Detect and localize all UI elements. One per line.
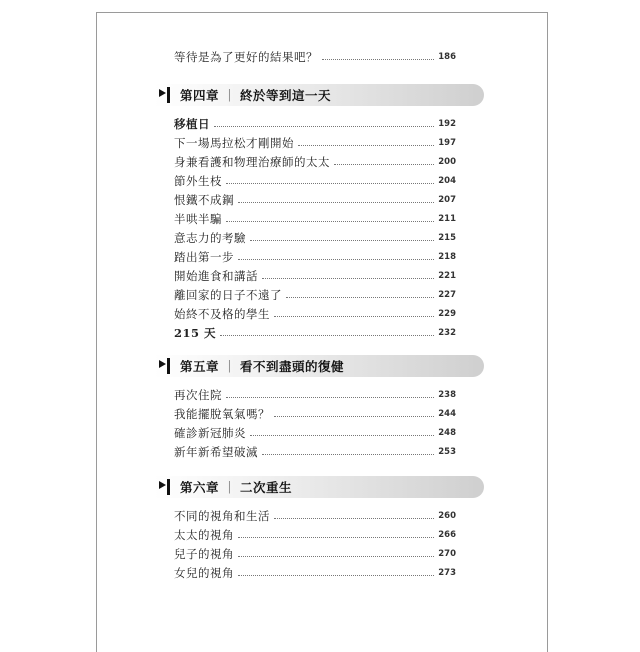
toc-entry-title: 移植日 <box>174 117 210 131</box>
dot-leader <box>262 453 434 455</box>
toc-entry[interactable] <box>174 210 456 228</box>
dot-leader <box>334 163 434 165</box>
dot-leader <box>214 125 434 127</box>
chapter-marker-icon <box>158 479 172 495</box>
dot-leader <box>298 144 434 146</box>
toc-entry-page: 204 <box>438 176 456 186</box>
dot-leader <box>238 574 434 576</box>
chapter-title: 第四章 ｜ 終於等到這一天 <box>180 88 332 103</box>
toc-entry-page: 248 <box>438 428 456 438</box>
toc-entry[interactable] <box>174 248 456 266</box>
toc-entry-page: 221 <box>438 271 456 281</box>
toc-entry-title: 身兼看護和物理治療師的太太 <box>174 155 330 169</box>
toc-entry-title: 215 天 <box>174 326 217 340</box>
chapter-heading <box>154 355 484 377</box>
toc-entry-page: 232 <box>438 328 456 338</box>
toc-entry-title: 確診新冠肺炎 <box>174 426 246 440</box>
chapter-marker-icon <box>158 87 172 103</box>
toc-entry[interactable] <box>174 564 456 582</box>
toc-entry-title: 離回家的日子不遠了 <box>174 288 282 302</box>
chapter-heading <box>154 476 484 498</box>
toc-entry-page: 200 <box>438 157 456 167</box>
dot-leader <box>322 58 434 60</box>
toc-entry[interactable] <box>174 443 456 461</box>
toc-entry-page: 260 <box>438 511 456 521</box>
toc-entry[interactable] <box>174 507 456 525</box>
toc-entry-title: 踏出第一步 <box>174 250 234 264</box>
dot-leader <box>286 296 434 298</box>
chapter-title: 第五章 ｜ 看不到盡頭的復健 <box>180 359 345 374</box>
dot-leader <box>274 517 434 519</box>
toc-entry-title: 恨鐵不成鋼 <box>174 193 234 207</box>
toc-entry-page: 227 <box>438 290 456 300</box>
dot-leader <box>250 239 434 241</box>
toc-entry-title: 女兒的視角 <box>174 566 234 580</box>
toc-entry-page: 215 <box>438 233 456 243</box>
toc-entry[interactable] <box>174 424 456 442</box>
dot-leader <box>262 277 434 279</box>
toc-entry-page: 192 <box>438 119 456 129</box>
toc-entry[interactable] <box>174 153 456 171</box>
toc-entry[interactable] <box>174 386 456 404</box>
toc-entry[interactable] <box>174 191 456 209</box>
toc-entry-title: 開始進食和講話 <box>174 269 258 283</box>
toc-entry-title: 太太的視角 <box>174 528 234 542</box>
toc-entry-page: 229 <box>438 309 456 319</box>
dot-leader <box>226 396 434 398</box>
dot-leader <box>238 258 434 260</box>
toc-entry-page: 273 <box>438 568 456 578</box>
dot-leader <box>238 201 434 203</box>
toc-entry-page: 253 <box>438 447 456 457</box>
toc-entry[interactable] <box>174 545 456 563</box>
toc-entry-title: 不同的視角和生活 <box>174 509 270 523</box>
dot-leader <box>220 334 434 336</box>
toc-entry[interactable] <box>174 134 456 152</box>
toc-entry-title: 半哄半騙 <box>174 212 222 226</box>
toc-entry-title: 下一場馬拉松才剛開始 <box>174 136 294 150</box>
toc-entry-page: 244 <box>438 409 456 419</box>
toc-entry-title: 等待是為了更好的結果吧？ <box>174 50 318 64</box>
toc-entry[interactable] <box>174 405 456 423</box>
toc-entry-page: 238 <box>438 390 456 400</box>
dot-leader <box>274 415 434 417</box>
toc-entry-page: 207 <box>438 195 456 205</box>
toc-entry-page: 211 <box>438 214 456 224</box>
dot-leader <box>250 434 434 436</box>
toc-entry[interactable] <box>174 172 456 190</box>
chapter-title: 第六章 ｜ 二次重生 <box>180 480 293 495</box>
toc-entry-page: 266 <box>438 530 456 540</box>
chapter-marker-icon <box>158 358 172 374</box>
dot-leader <box>238 536 434 538</box>
toc-entry-title: 新年新希望破滅 <box>174 445 258 459</box>
toc-entry[interactable] <box>174 229 456 247</box>
toc-entry-page: 186 <box>438 52 456 62</box>
toc-entry[interactable] <box>174 305 456 323</box>
toc-entry[interactable] <box>174 324 456 342</box>
toc-entry-title: 我能擺脫氧氣嗎？ <box>174 407 270 421</box>
toc-entry[interactable] <box>174 267 456 285</box>
dot-leader <box>274 315 434 317</box>
toc-entry-title: 意志力的考驗 <box>174 231 246 245</box>
dot-leader <box>226 182 434 184</box>
toc-entry-title: 兒子的視角 <box>174 547 234 561</box>
toc-entry[interactable] <box>174 48 456 66</box>
toc-entry-page: 197 <box>438 138 456 148</box>
toc-entry-title: 再次住院 <box>174 388 222 402</box>
dot-leader <box>238 555 434 557</box>
toc-entry-title: 節外生枝 <box>174 174 222 188</box>
toc-entry-page: 270 <box>438 549 456 559</box>
toc-entry-page: 218 <box>438 252 456 262</box>
toc-entry[interactable] <box>174 526 456 544</box>
dot-leader <box>226 220 434 222</box>
chapter-heading <box>154 84 484 106</box>
toc-entry-title: 始終不及格的學生 <box>174 307 270 321</box>
toc-entry[interactable] <box>174 286 456 304</box>
toc-entry[interactable] <box>174 115 456 133</box>
